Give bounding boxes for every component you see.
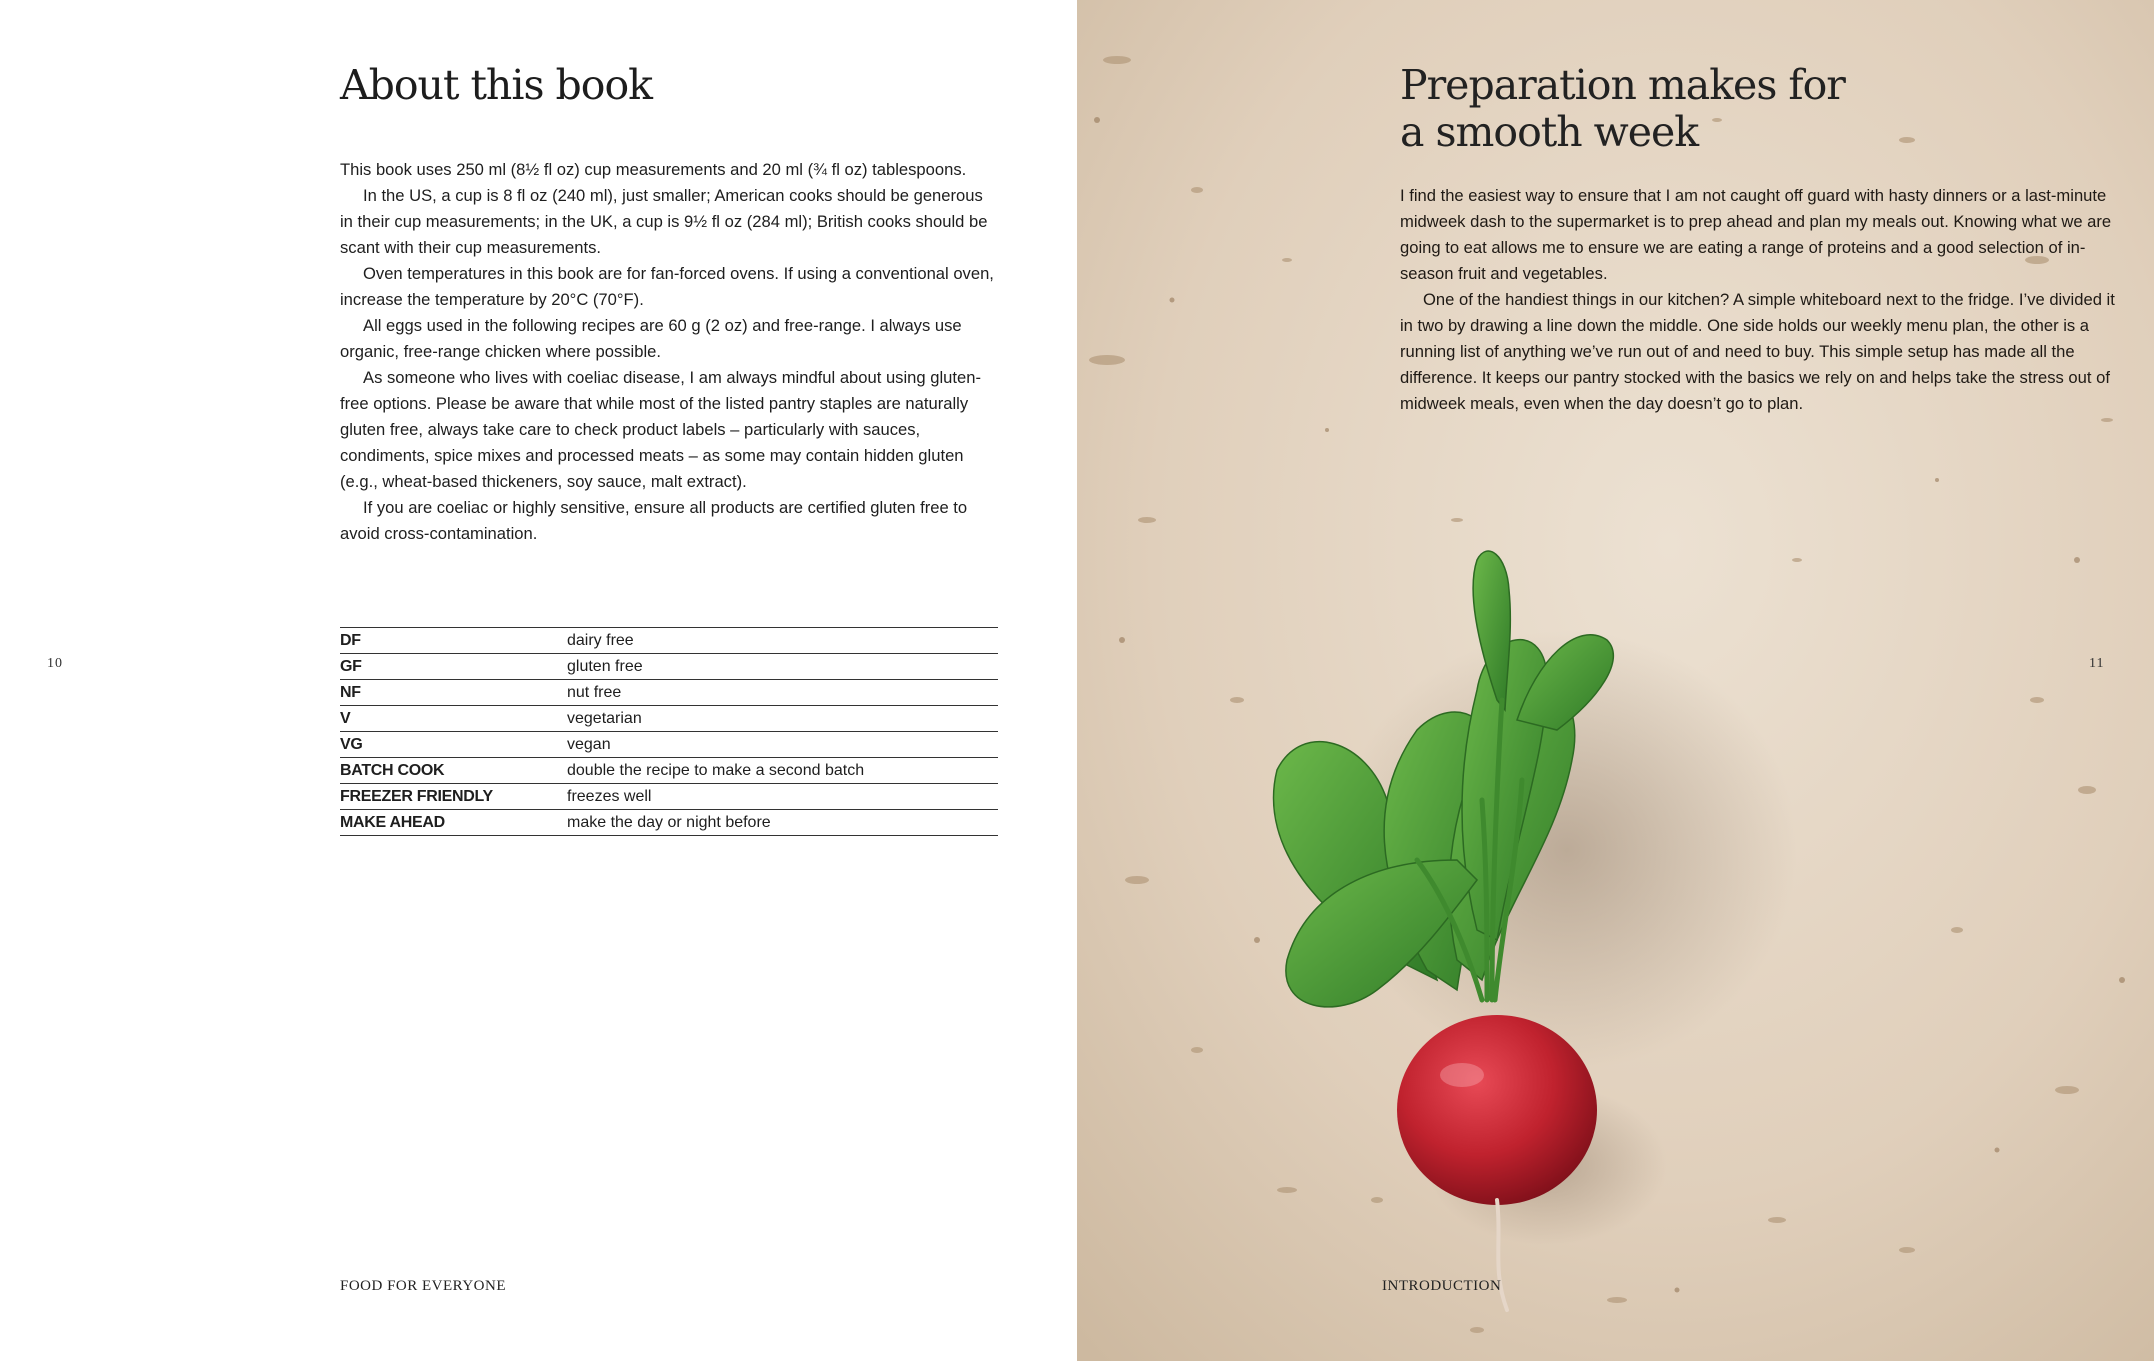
legend-abbr: MAKE AHEAD	[340, 810, 567, 836]
paragraph: All eggs used in the following recipes are 60 g (2 oz) and free-range. I always use organic, free-range chicken where possible.	[340, 316, 962, 361]
dietary-legend-table	[340, 627, 998, 836]
table-row	[340, 706, 998, 732]
legend-abbr: NF	[340, 680, 567, 706]
right-page-title	[1400, 62, 1920, 156]
preparation-body-text	[1400, 183, 2120, 417]
table-row	[340, 628, 998, 654]
running-footer-left: FOOD FOR EVERYONE	[340, 1278, 507, 1294]
legend-abbr: BATCH COOK	[340, 758, 567, 784]
radish-bulb	[1397, 1015, 1597, 1205]
legend-meaning: make the day or night before	[567, 810, 998, 836]
legend-meaning: vegan	[567, 732, 998, 758]
title-line: a smooth week	[1400, 108, 1699, 156]
legend-abbr: GF	[340, 654, 567, 680]
legend-meaning: nut free	[567, 680, 998, 706]
page-number-right: 11	[2089, 656, 2105, 671]
table-row	[340, 732, 998, 758]
legend-meaning: vegetarian	[567, 706, 998, 732]
paragraph: As someone who lives with coeliac disease, I am always mindful about using gluten-free options. Please be aware that while most of the listed pantry staples are naturally gluten free, always take care to check product labels – particularly with sauces, condiments, spice mixes and processed meats – as some may contain hidden gluten (e.g., wheat-based thickeners, soy sauce, malt extract).	[340, 368, 981, 491]
legend-abbr: FREEZER FRIENDLY	[340, 784, 567, 810]
right-page	[1077, 0, 2154, 1361]
paragraph: If you are coeliac or highly sensitive, ensure all products are certified gluten free to avoid cross-contamination.	[340, 498, 968, 543]
paragraph: In the US, a cup is 8 fl oz (240 ml), just smaller; American cooks should be generous in their cup measurements; in the UK, a cup is 9½ fl oz (284 ml); British cooks should be scant with their cup measurements.	[340, 186, 988, 257]
legend-abbr: V	[340, 706, 567, 732]
legend-meaning: gluten free	[567, 654, 998, 680]
left-page-title: About this book	[340, 61, 652, 109]
paragraph: One of the handiest things in our kitchen? A simple whiteboard next to the fridge. I’ve divided it in two by drawing a line down the middle. One side holds our weekly menu plan, the other is a running list of anything we’ve run out of and need to buy. This simple setup has made all the difference. It keeps our pantry stocked with the basics we rely on and helps take the stress out of midweek meals, even when the day doesn’t go to plan.	[1400, 290, 2115, 413]
legend-meaning: double the recipe to make a second batch	[567, 758, 998, 784]
about-body-text	[340, 157, 1000, 547]
title-line: Preparation makes for	[1400, 61, 1845, 109]
paragraph: I find the easiest way to ensure that I am not caught off guard with hasty dinners or a last-minute midweek dash to the supermarket is to prep ahead and plan my meals out. Knowing what we are going to eat allows me to ensure we are eating a range of proteins and a good selection of in-season fruit and vegetables.	[1400, 186, 2112, 283]
table-row	[340, 654, 998, 680]
table-row	[340, 758, 998, 784]
legend-meaning: freezes well	[567, 784, 998, 810]
legend-abbr: VG	[340, 732, 567, 758]
table-row	[340, 784, 998, 810]
legend-abbr: DF	[340, 628, 567, 654]
legend-meaning: dairy free	[567, 628, 998, 654]
paragraph: Oven temperatures in this book are for fan-forced ovens. If using a conventional oven, increase the temperature by 20°C (70°F).	[340, 264, 994, 309]
paragraph: This book uses 250 ml (8½ fl oz) cup measurements and 20 ml (¾ fl oz) tablespoons.	[340, 160, 967, 179]
table-row	[340, 810, 998, 836]
running-footer-right: INTRODUCTION	[1382, 1278, 1502, 1294]
table-row	[340, 680, 998, 706]
page-number-left: 10	[47, 656, 63, 671]
